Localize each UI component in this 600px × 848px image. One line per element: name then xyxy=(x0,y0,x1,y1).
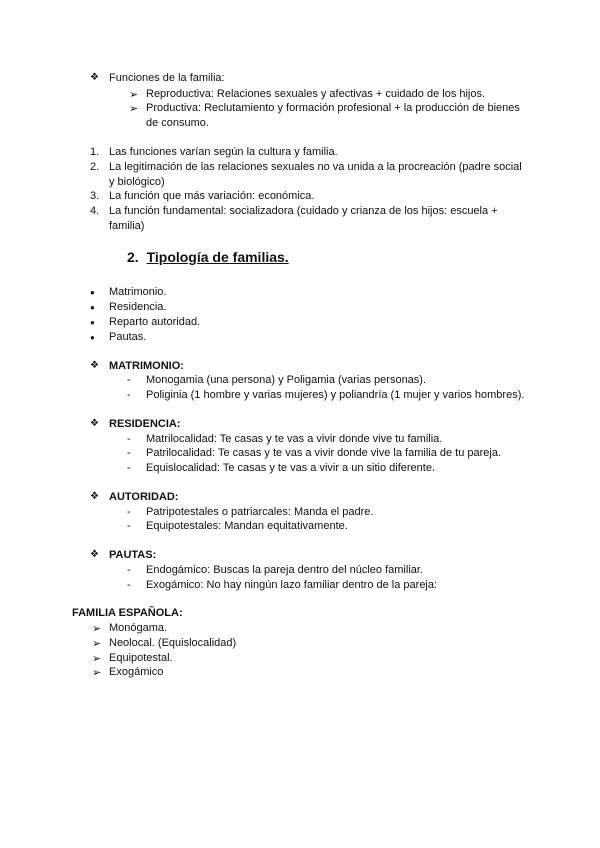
dot-bullet-icon: ● xyxy=(90,288,95,297)
arrow-bullet-icon: ➢ xyxy=(92,623,102,635)
familia-espanola-title: FAMILIA ESPAÑOLA: xyxy=(72,607,183,619)
dash-bullet: - xyxy=(127,433,131,445)
dash-bullet: - xyxy=(127,579,131,591)
section-number: 2. xyxy=(127,249,139,265)
numbered-item-4-cont: familia) xyxy=(109,220,145,232)
diamond-bullet-icon: ❖ xyxy=(90,549,99,560)
diamond-bullet-icon: ❖ xyxy=(90,360,99,371)
numbered-item-2: La legitimación de las relaciones sexuales no va unida a la procreación (padre social xyxy=(109,161,522,173)
arrow-bullet-icon: ➢ xyxy=(92,653,102,665)
dot-bullet-icon: ● xyxy=(90,318,95,327)
diamond-bullet-icon: ❖ xyxy=(90,491,99,502)
dash-bullet: - xyxy=(127,374,131,386)
dash-bullet: - xyxy=(127,506,131,518)
residencia-item-1: Matrilocalidad: Te casas y te vas a vivir donde vive tu familia. xyxy=(146,433,443,445)
funciones-item-reproductiva: Reproductiva: Relaciones sexuales y afectivas + cuidado de los hijos. xyxy=(146,88,486,100)
numbered-item-1: Las funciones varían según la cultura y familia. xyxy=(109,146,338,158)
diamond-bullet-icon: ❖ xyxy=(90,418,99,429)
arrow-bullet-icon: ➢ xyxy=(92,638,102,650)
pautas-item-1: Endogámico: Buscas la pareja dentro del núcleo familiar. xyxy=(146,564,423,576)
list-number: 1. xyxy=(90,146,100,158)
list-number: 4. xyxy=(90,205,100,217)
list-number: 3. xyxy=(90,190,100,202)
numbered-item-4: La función fundamental: socializadora (cuidado y crianza de los hijos: escuela + xyxy=(109,205,498,217)
dash-bullet: - xyxy=(127,520,131,532)
dash-bullet: - xyxy=(127,389,131,401)
dot-bullet-icon: ● xyxy=(90,333,95,342)
residencia-item-2: Patrilocalidad: Te casas y te vas a vivir donde vive la familia de tu pareja. xyxy=(146,447,502,459)
dot-item-autoridad: Reparto autoridad. xyxy=(109,316,201,328)
dot-item-residencia: Residencia. xyxy=(109,301,167,313)
arrow-bullet-icon: ➢ xyxy=(129,89,139,101)
funciones-item-productiva: Productiva: Reclutamiento y formación profesional + la producción de bienes xyxy=(146,102,520,114)
matrimonio-item-1: Monogamia (una persona) y Poligamia (varias personas). xyxy=(146,374,427,386)
section-title: Tipología de familias. xyxy=(146,249,289,265)
dash-bullet: - xyxy=(127,462,131,474)
arrow-bullet-icon: ➢ xyxy=(92,667,102,679)
list-number: 2. xyxy=(90,161,100,173)
funciones-item-productiva-cont: de consumo. xyxy=(146,117,209,129)
pautas-item-2: Exogámico: No hay ningún lazo familiar dentro de la pareja: xyxy=(146,579,438,591)
arrow-bullet-icon: ➢ xyxy=(129,103,139,115)
pautas-title: PAUTAS: xyxy=(109,549,157,561)
dot-bullet-icon: ● xyxy=(90,303,95,312)
familia-item-exogamico: Exogámico xyxy=(109,666,164,678)
familia-item-equipotestal: Equipotestal. xyxy=(109,652,173,664)
residencia-item-3: Equislocalidad: Te casas y te vas a vivir a un sitio diferente. xyxy=(146,462,436,474)
matrimonio-item-2: Poliginia (1 hombre y varias mujeres) y poliandría (1 mujer y varios hombres). xyxy=(146,389,525,401)
section-heading xyxy=(127,249,289,265)
residencia-title: RESIDENCIA: xyxy=(109,418,181,430)
funciones-title: Funciones de la familia: xyxy=(109,72,225,84)
dash-bullet: - xyxy=(127,564,131,576)
autoridad-item-2: Equipotestales: Mandan equitativamente. xyxy=(146,520,348,532)
familia-item-monogama: Monógama. xyxy=(109,622,168,634)
autoridad-item-1: Patripotestales o patriarcales: Manda el padre. xyxy=(146,506,374,518)
autoridad-title: AUTORIDAD: xyxy=(109,491,179,503)
numbered-item-2-cont: y biológico) xyxy=(109,176,165,188)
diamond-bullet-icon: ❖ xyxy=(90,72,99,83)
matrimonio-title: MATRIMONIO: xyxy=(109,360,184,372)
dot-item-matrimonio: Matrimonio. xyxy=(109,286,167,298)
familia-item-neolocal: Neolocal. (Equislocalidad) xyxy=(109,637,237,649)
numbered-item-3: La función que más variación: económica. xyxy=(109,190,315,202)
dash-bullet: - xyxy=(127,447,131,459)
dot-item-pautas: Pautas. xyxy=(109,331,147,343)
